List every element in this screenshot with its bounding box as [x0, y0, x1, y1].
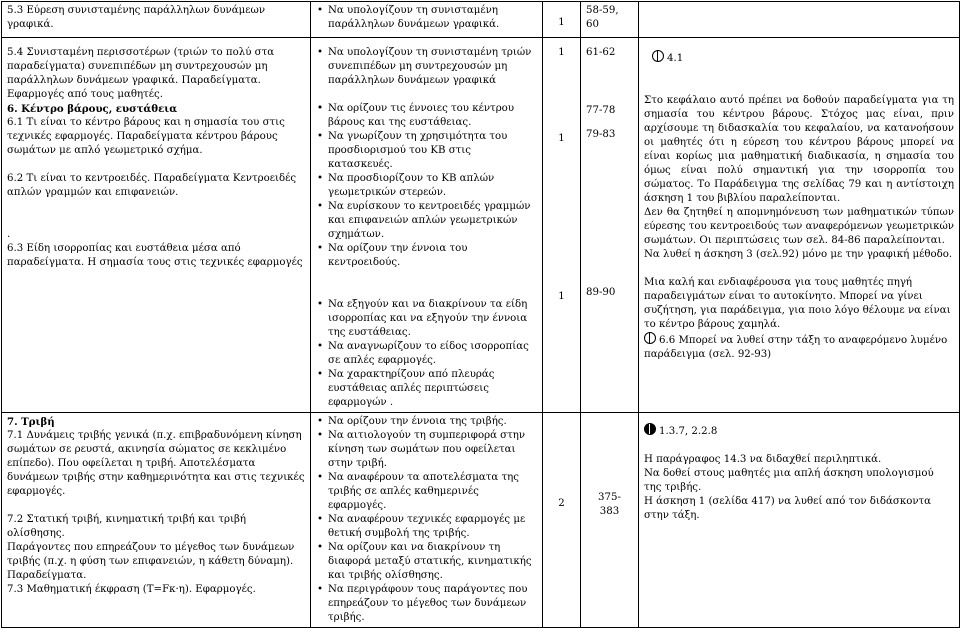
hours-value: 1 [558, 291, 565, 302]
note-ref: 4.1 [667, 53, 684, 64]
topic-cell [2, 413, 311, 628]
goal-item: • Να ορίζουν την έννοια της τριβής. [328, 415, 537, 429]
table-row [2, 38, 960, 413]
notes-cell [639, 413, 960, 628]
pages-cell [581, 2, 639, 38]
note-text: Να δοθεί στους μαθητές μια απλή άσκηση υπολογισμού της τριβής. [644, 468, 934, 493]
pages-value: 89-90 [586, 287, 616, 298]
note-text: Μια καλή και ενδιαφέρουσα για τους μαθητές πηγή παραδειγμάτων είναι το αυτοκίνητο. Μπορεί να γίνει συζήτηση, για παράδειγμα, για ποιο λόγο θέλουμε να είναι το κέντρο βάρους χαμηλά. [644, 277, 951, 330]
pages-value: 79-83 [586, 129, 616, 140]
table-row [2, 413, 960, 628]
section-heading: 7. Τριβή [7, 416, 55, 428]
topic-cell [2, 2, 311, 38]
note-text: Στο κεφάλαιο αυτό πρέπει να δοθούν παραδείγματα για τη σημασία του κέντρου βάρους. Στόχος μας είναι, πριν αρχίσουμε τη διδασκαλία του κεφαλαίου, να κατανοήσουν οι μαθητές ότι η εύρεση του κέντρου βάρους μπορεί να είναι κορίως μια μαθηματική διαδικασία, η σημασία του όμως είναι πολύ σημαντική για την ισορροπία του σώματος. Το Παράδειγμα της σελίδας 79 και η αντίστοιχη άσκηση 1 του βιβλίου παραλείπονται. [644, 95, 954, 204]
goal-item: • Να ορίζουν και να διακρίνουν τη διαφορά μεταξύ στατικής, κινηματικής και τριβής ολίσθησης. [328, 541, 537, 583]
topic-text: . [7, 229, 11, 240]
hours-value: 1 [558, 17, 565, 28]
topic-text: 6.2 Τι είναι το κεντροειδές. Παραδείγματα Κεντροειδές απλών γραμμών και επιφανειών. [7, 173, 297, 198]
pages-cell [581, 413, 639, 628]
topic-text: 5.4 Συνισταμένη περισσοτέρων (τριών το πολύ στα παραδείγματα) συνεπιπέδων μη συντρεχουσών μη παράλληλων δυνάμεων γραφικά. Παραδείγματα. Εφαρμογές από τους μαθητές. [7, 47, 275, 100]
hours-value: 1 [558, 133, 565, 144]
goal-item: • Να αναφέρουν τα αποτελέσματα της τριβής σε απλές καθημερινές εφαρμογές. [328, 471, 537, 513]
table-row [2, 2, 960, 38]
pages-value: 60 [586, 19, 599, 30]
goal-item: • Να ορίζουν τις έννοιες του κέντρου βάρους και της ευστάθειας. [328, 102, 537, 130]
pages-value: 58-59, [586, 5, 619, 16]
goal-item: • Να περιγράφουν τους παράγοντες που επηρεάζουν το μέγεθος των δυνάμεων τριβής. [328, 583, 537, 625]
goals-cell [311, 413, 543, 628]
goal-item: • Να αναφέρουν τεχνικές εφαρμογές με θετική συμβολή της τριβής. [328, 513, 537, 541]
goal-item: • Να υπολογίζουν τη συνισταμένη παράλληλων δυνάμεων γραφικά. [328, 4, 537, 32]
hours-value: 2 [558, 498, 565, 509]
phi-circle-solid-icon [644, 423, 656, 435]
goal-item: • Να ορίζουν την έννοια του κεντροειδούς. [328, 242, 537, 270]
topic-text: 7.2 Στατική τριβή, κινηματική τριβή και τριβή ολίσθησης. [7, 514, 247, 539]
section-heading: 6. Κέντρο βάρους, ευστάθεια [7, 103, 178, 115]
goal-item: • Να προσδιορίζουν το ΚΒ απλών γεωμετρικών στερεών. [328, 172, 537, 200]
note-text: Δεν θα ζητηθεί η απομνημόνευση των μαθηματικών τύπων εύρεσης του κεντροειδούς των αναφερόμενων γεωμετρικών σωμάτων. Οι περιπτώσεις των σελ. 84-86 παραλείπονται. [644, 207, 954, 246]
pages-value: 375- [598, 492, 621, 503]
notes-cell [639, 2, 960, 38]
goal-item: • Να εξηγούν και να διακρίνουν τα είδη ισορροπίας και να εξηγούν την έννοια της ευστάθειας. [328, 298, 537, 340]
note-ref: 1.3.7, 2.2.8 [659, 426, 718, 437]
pages-value: 383 [599, 506, 620, 517]
notes-cell [639, 38, 960, 413]
note-text: Να λυθεί η άσκηση 3 (σελ.92) μόνο με την γραφική μέθοδο. [644, 249, 953, 260]
goal-item: • Να ευρίσκουν το κεντροειδές γραμμών και επιφανειών απλών γεωμετρικών σχημάτων. [328, 200, 537, 242]
goals-cell [311, 38, 543, 413]
note-text: Η παράγραφος 14.3 να διδαχθεί περιληπτικά. [644, 454, 882, 465]
pages-cell [581, 38, 639, 413]
hours-value: 1 [558, 47, 565, 58]
hours-cell [543, 38, 581, 413]
topic-text: 7.3 Μαθηματική έκφραση (Τ=Fκ·η). Εφαρμογές. [7, 584, 256, 595]
goal-item: • Να χαρακτηρίζουν από πλευράς ευστάθειας απλές περιπτώσεις εφαρμογών . [328, 368, 537, 410]
goal-item: • Να υπολογίζουν τη συνισταμένη τριών συνεπιπέδων μη συντρεχουσών μη παράλληλων δυνάμεων γραφικά [328, 46, 537, 88]
goals-cell [311, 2, 543, 38]
note-text: 6.6 Μπορεί να λυθεί στην τάξη το αναφερόμενο λυμένο παράδειγμα (σελ. 92-93) [644, 335, 948, 360]
goal-item: • Να αιτιολογούν τη συμπεριφορά στην κίνηση των σωμάτων που οφείλεται στην τριβή. [328, 429, 537, 471]
hours-cell [543, 2, 581, 38]
topic-text: Παράγοντες που επηρεάζουν το μέγεθος των δυνάμεων τριβής (π.χ. η φύση των επιφανειών, η κάθετη δύναμη). Παραδείγματα. [7, 542, 295, 581]
topic-cell [2, 38, 311, 413]
goal-item: • Να γνωρίζουν τη χρησιμότητα του προσδιορισμού του ΚΒ στις κατασκευές. [328, 130, 537, 172]
topic-text: 5.3 Εύρεση συνισταμένης παράλληλων δυνάμεων γραφικά. [7, 5, 266, 30]
pages-value: 77-78 [586, 105, 616, 116]
topic-text: 6.1 Τι είναι το κέντρο βάρους και η σημασία του στις τεχνικές εφαρμογές. Παραδείγματα κέντρου βάρους σωμάτων με απλό γεωμετρικό σχήμα. [7, 117, 285, 156]
note-text: Η άσκηση 1 (σελίδα 417) να λυθεί από τον διδάσκοντα στην τάξη. [644, 496, 932, 521]
goal-item: • Να αναγνωρίζουν το είδος ισορροπίας σε απλές εφαρμογές. [328, 340, 537, 368]
phi-circle-icon [644, 332, 656, 344]
topic-text: 6.3 Είδη ισορροπίας και ευστάθεια μέσα από παραδείγματα. Η σημασία τους στις τεχνικές εφαρμογές [7, 243, 303, 268]
syllabus-table [1, 1, 960, 628]
phi-circle-icon [652, 50, 664, 62]
pages-value: 61-62 [586, 47, 616, 58]
hours-cell [543, 413, 581, 628]
topic-text: 7.1 Δυνάμεις τριβής γενικά (π.χ. επιβραδυνόμενη κίνηση σωμάτων σε ρευστά, ακινησία σώματος σε κεκλιμένο επίπεδο). Που οφείλεται η τριβή. Αποτελέσματα δυνάμεων τριβής στην καθημερινότητα και στις τεχνικές εφαρμογές. [7, 430, 305, 497]
